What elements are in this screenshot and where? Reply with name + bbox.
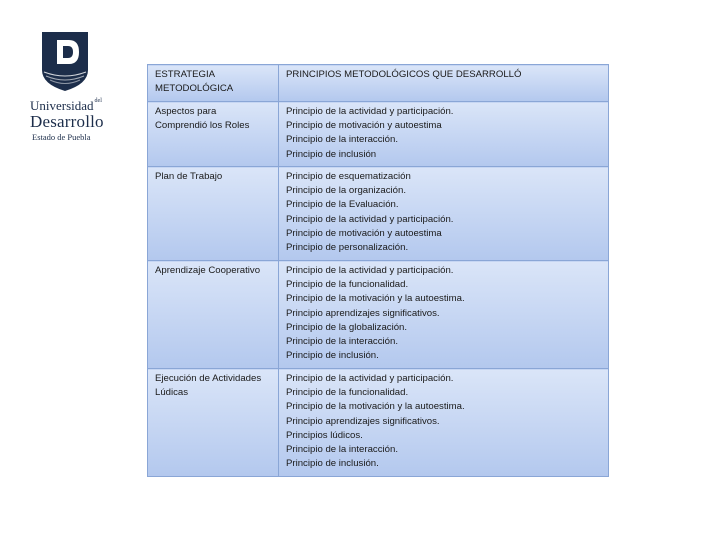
university-logo — [30, 30, 110, 140]
principle-item: Principio de la funcionalidad. — [286, 387, 409, 399]
principle-item: Principio de inclusión — [286, 148, 377, 160]
table-row — [148, 102, 609, 167]
principle-item: Principio de la interacción. — [286, 336, 398, 348]
principle-item: Principio de la funcionalidad. — [286, 279, 409, 291]
table-row — [148, 261, 609, 369]
table-header-row — [148, 65, 609, 102]
principle-item: Principio de motivación y autoestima — [286, 227, 442, 239]
header-strategy: ESTRATEGIA METODOLÓGICA — [148, 65, 279, 102]
principle-item: Principio de la organización. — [286, 185, 406, 197]
principle-item: Principio de inclusión. — [286, 458, 379, 470]
strategy-cell: Aprendizaje Cooperativo — [148, 261, 279, 369]
table-row — [148, 369, 609, 477]
principle-item: Principios lúdicos. — [286, 429, 363, 441]
principles-cell — [279, 167, 609, 261]
logo-text-sup: del — [94, 98, 102, 104]
principle-item: Principio de motivación y autoestima — [286, 120, 442, 132]
principles-cell — [279, 369, 609, 477]
logo-text-line2: Desarrollo — [30, 112, 104, 131]
principle-item: Principio de inclusión. — [286, 350, 379, 362]
principle-item: Principio de la interacción. — [286, 134, 398, 146]
principle-item: Principio de personalización. — [286, 242, 409, 254]
logo-text-line1: Universidad$^{del}$ — [30, 98, 102, 113]
principle-item: Principio aprendizajes significativos. — [286, 307, 440, 319]
principle-item: Principio de la actividad y participación. — [286, 265, 454, 276]
principle-item: Principio de esquematización — [286, 171, 411, 182]
principle-item: Principio de la motivación y la autoestima. — [286, 401, 465, 413]
principles-cell — [279, 261, 609, 369]
strategy-cell: Plan de Trabajo — [148, 167, 279, 261]
principle-item: Principio de la actividad y participación. — [286, 213, 454, 225]
principle-item: Principio de la Evaluación. — [286, 199, 399, 211]
table-row — [148, 167, 609, 261]
principle-item: Principio aprendizajes significativos. — [286, 415, 440, 427]
principles-cell — [279, 102, 609, 167]
principle-item: Principio de la interacción. — [286, 444, 398, 456]
strategy-cell: Ejecución de Actividades Lúdicas — [148, 369, 279, 477]
principle-item: Principio de la motivación y la autoestima. — [286, 293, 465, 305]
principle-item: Principio de la actividad y participación. — [286, 373, 454, 384]
strategy-cell: Aspectos para Comprendió los Roles — [148, 102, 279, 167]
logo-text-line3: Estado de Puebla — [32, 132, 91, 142]
methodology-table — [147, 64, 609, 477]
shield-d-icon — [40, 30, 90, 92]
principle-item: Principio de la actividad y participación. — [286, 106, 454, 117]
header-principles: PRINCIPIOS METODOLÓGICOS QUE DESARROLLÓ — [279, 65, 609, 102]
principle-item: Principio de la globalización. — [286, 321, 408, 333]
